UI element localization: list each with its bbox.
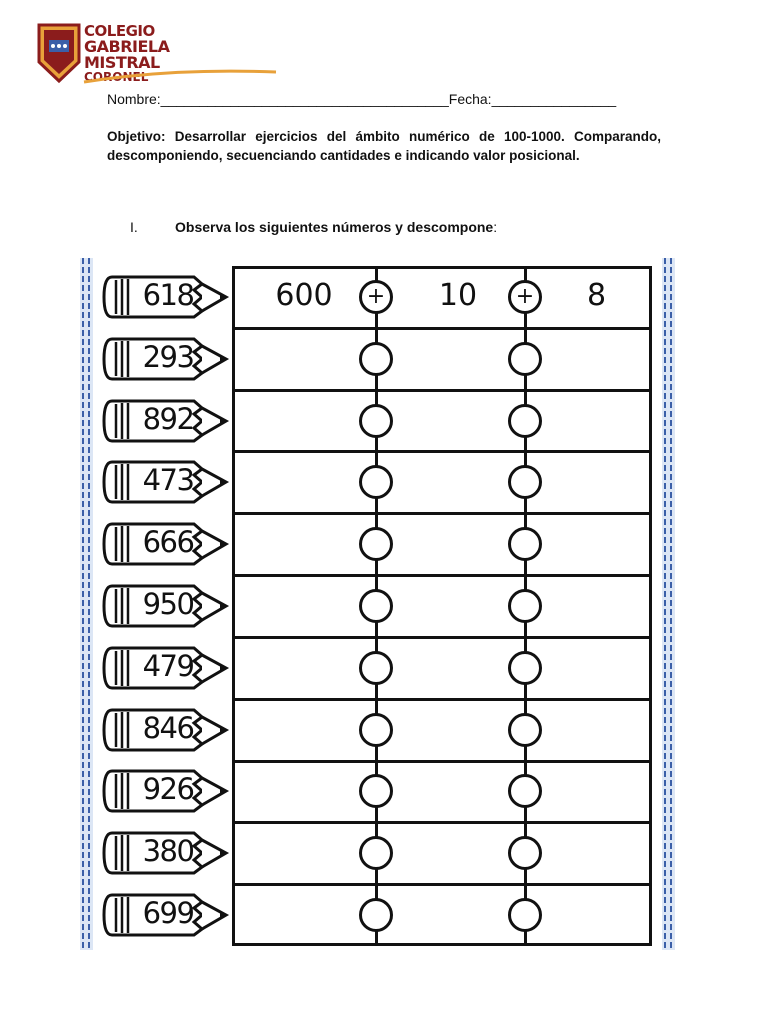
row-divider [232,821,652,824]
row-divider [232,883,652,886]
operator-blank[interactable] [508,527,542,561]
school-name-line1: COLEGIO [84,22,155,40]
operator-blank[interactable] [359,898,393,932]
left-decorative-border [80,258,93,950]
school-name-line3: CORONEL [84,70,149,84]
name-date-fields[interactable]: Nombre:_____________________________________Fecha:________________ [107,91,617,107]
row-divider [232,512,652,515]
operator-blank[interactable] [359,589,393,623]
logo-swoosh [82,66,278,86]
decomposition-table [232,266,652,946]
example-ones: 8 [586,277,607,313]
school-logo [36,22,246,88]
number-to-decompose: 846 [142,710,194,745]
section-number: I. [130,219,138,235]
right-decorative-border [662,258,675,950]
number-to-decompose: 699 [142,896,194,931]
row-divider [232,636,652,639]
operator-blank[interactable] [359,342,393,376]
operator-blank[interactable] [508,651,542,685]
school-name-line2: GABRIELA MISTRAL [84,37,170,72]
operator-blank[interactable] [359,404,393,438]
number-to-decompose: 666 [142,525,194,560]
number-to-decompose: 479 [142,648,194,683]
number-to-decompose: 926 [142,772,194,807]
number-to-decompose: 293 [142,339,194,374]
number-to-decompose: 618 [142,277,194,312]
section-colon: : [493,219,498,235]
operator-blank[interactable] [508,589,542,623]
example-tens: 10 [438,277,478,313]
section-instruction: Observa los siguientes números y descompone [175,219,494,235]
operator-blank[interactable] [359,527,393,561]
number-to-decompose: 892 [142,401,194,436]
operator-blank[interactable] [508,898,542,932]
operator-blank[interactable] [508,342,542,376]
row-divider [232,389,652,392]
row-divider [232,698,652,701]
school-crest-icon [36,22,82,84]
section-heading [130,219,497,235]
plus-operator: + [359,280,393,314]
row-divider [232,574,652,577]
operator-blank[interactable] [359,651,393,685]
operator-blank[interactable] [508,404,542,438]
row-divider [232,450,652,453]
objective-text: Objetivo: Desarrollar ejercicios del ámbito numérico de 100-1000. Comparando, descomponiendo, secuenciando cantidades e indicando valor posicional. [107,129,661,163]
example-hundreds: 600 [275,277,333,313]
operator-blank[interactable] [508,713,542,747]
number-to-decompose: 380 [142,834,194,869]
row-divider [232,327,652,330]
number-to-decompose: 950 [142,587,194,621]
row-divider [232,760,652,763]
plus-operator: + [508,280,542,314]
operator-blank[interactable] [359,713,393,747]
number-to-decompose: 473 [142,463,194,498]
